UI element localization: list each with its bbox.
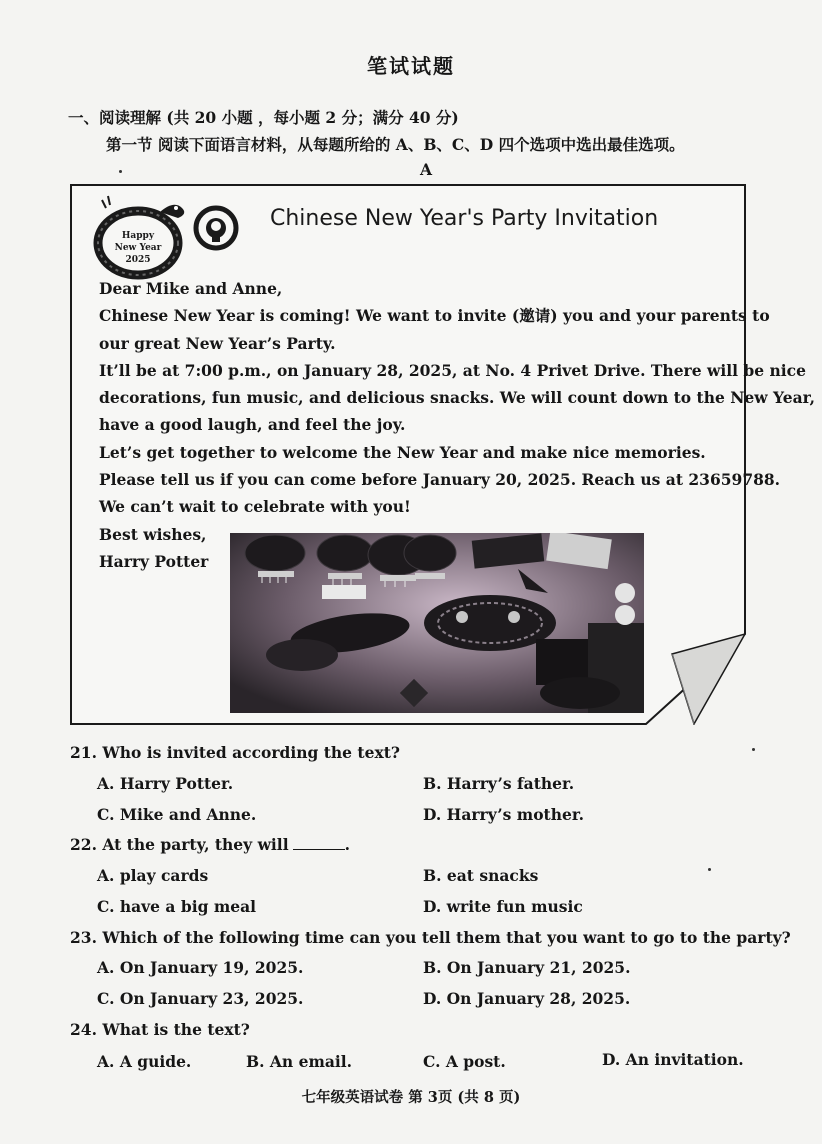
letter-line: Let’s get together to welcome the New Year and make nice memories. xyxy=(99,442,706,462)
option-23b: B. On January 21, 2025. xyxy=(423,958,631,977)
letter-line: our great New Year’s Party. xyxy=(99,333,336,353)
question-22-end: . xyxy=(344,835,350,854)
question-21: 21. Who is invited according the text? xyxy=(70,743,400,762)
snake-logo-icon xyxy=(92,194,202,282)
option-23d: D. On January 28, 2025. xyxy=(423,989,631,1008)
letter-line: Dear Mike and Anne, xyxy=(99,279,283,298)
option-21d: D. Harry’s mother. xyxy=(423,805,584,824)
passage-label: A xyxy=(420,160,433,179)
logo-text-3: 2025 xyxy=(125,255,151,265)
letter-signature: Harry Potter xyxy=(99,551,209,571)
option-23a: A. On January 19, 2025. xyxy=(97,958,304,977)
letter-line: decorations, fun music, and delicious snacks. We will count down to the New Year, xyxy=(99,388,816,408)
letter-body xyxy=(99,275,815,575)
question-23: 23. Which of the following time can you tell them that you want to go to the party? xyxy=(70,928,791,947)
logo-text-2: New Year xyxy=(114,243,162,253)
question-24: 24. What is the text? xyxy=(70,1020,250,1039)
letter-line: have a good laugh, and feel the joy. xyxy=(99,415,406,435)
letter-line: Please tell us if you can come before January 20, 2025. Reach us at 23659788. xyxy=(99,470,781,490)
option-21c: C. Mike and Anne. xyxy=(97,805,257,824)
option-22b: B. eat snacks xyxy=(423,866,539,885)
letter-line: It’ll be at 7:00 p.m., on January 28, 2025, at No. 4 Privet Drive. There will be nice xyxy=(99,360,806,380)
part-instruction: 第一节 阅读下面语言材料，从每题所给的 A、B、C、D 四个选项中选出最佳选项。 xyxy=(106,135,685,154)
option-21a: A. Harry Potter. xyxy=(97,774,234,793)
option-24a: A. A guide. xyxy=(97,1052,192,1071)
option-22d: D. write fun music xyxy=(423,897,583,916)
option-22c: C. have a big meal xyxy=(97,897,257,916)
letter-line: We can’t wait to celebrate with you! xyxy=(99,497,411,517)
option-23c: C. On January 23, 2025. xyxy=(97,989,304,1008)
section-heading: 一、阅读理解 (共 20 小题 ，每小题 2 分；满分 40 分) xyxy=(68,108,459,127)
question-22-stem: 22. At the party, they will xyxy=(70,835,289,854)
answer-blank xyxy=(293,849,345,850)
question-22 xyxy=(70,835,350,854)
letter-line: Chinese New Year is coming! We want to invite (邀请) you and your parents to xyxy=(99,306,770,326)
option-21b: B. Harry’s father. xyxy=(423,774,575,793)
snake-face-icon xyxy=(192,204,242,252)
page-footer: 七年级英语试卷 第 3页 (共 8 页) xyxy=(301,1089,521,1106)
party-decorations-image xyxy=(230,533,644,713)
option-24d: D. An invitation. xyxy=(602,1050,744,1069)
logo-text-1: Happy xyxy=(121,231,155,241)
option-24c: C. A post. xyxy=(423,1052,506,1071)
option-22a: A. play cards xyxy=(97,866,209,885)
invitation-card xyxy=(70,184,816,725)
letter-closing: Best wishes, xyxy=(99,524,207,544)
page-title: 笔试试题 xyxy=(367,54,455,78)
option-24b: B. An email. xyxy=(246,1052,353,1071)
card-title: Chinese New Year's Party Invitation xyxy=(270,206,659,231)
